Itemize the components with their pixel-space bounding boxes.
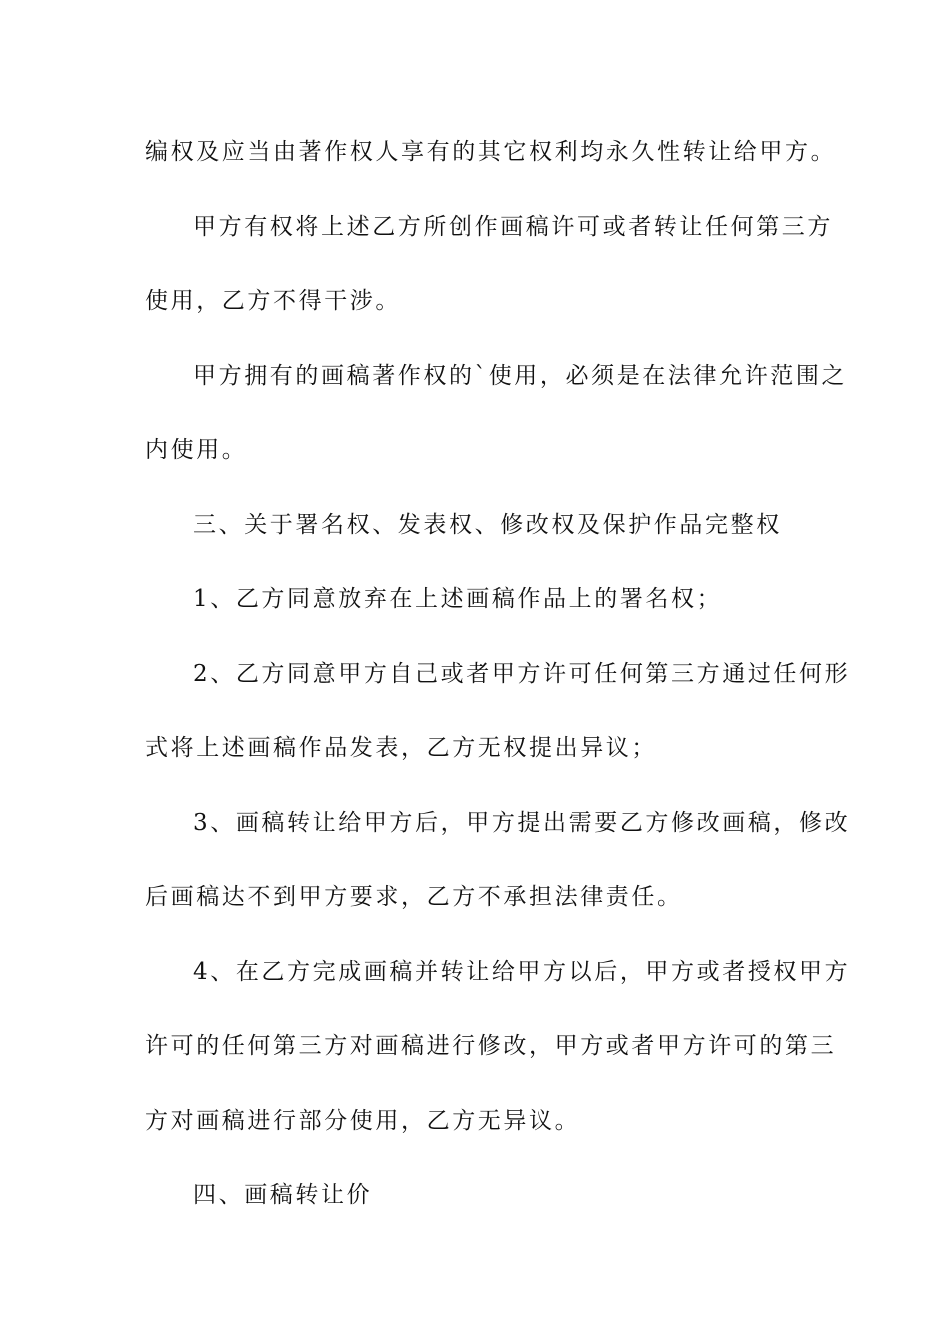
paragraph-line: 甲方有权将上述乙方所创作画稿许可或者转让任何第三方 <box>193 214 833 240</box>
paragraph-line: 2、乙方同意甲方自己或者甲方许可任何第三方通过任何形 <box>193 661 851 687</box>
paragraph-line: 内使用。 <box>145 437 248 463</box>
paragraph-line: 后画稿达不到甲方要求，乙方不承担法律责任。 <box>145 884 683 910</box>
section-heading: 四、画稿转让价 <box>193 1182 373 1208</box>
paragraph-line: 方对画稿进行部分使用，乙方无异议。 <box>145 1108 581 1134</box>
paragraph-line: 3、画稿转让给甲方后，甲方提出需要乙方修改画稿，修改 <box>193 810 851 836</box>
paragraph-line: 使用，乙方不得干涉。 <box>145 288 401 314</box>
paragraph-line: 1、乙方同意放弃在上述画稿作品上的署名权； <box>193 586 723 612</box>
paragraph-line: 4、在乙方完成画稿并转让给甲方以后，甲方或者授权甲方 <box>193 959 851 985</box>
section-heading: 三、关于署名权、发表权、修改权及保护作品完整权 <box>193 512 782 538</box>
paragraph-line: 甲方拥有的画稿著作权的`使用，必须是在法律允许范围之 <box>193 363 848 389</box>
paragraph-line: 式将上述画稿作品发表，乙方无权提出异议； <box>145 735 657 761</box>
paragraph-line: 编权及应当由著作权人享有的其它权利均永久性转让给甲方。 <box>145 139 837 165</box>
paragraph-line: 许可的任何第三方对画稿进行修改，甲方或者甲方许可的第三 <box>145 1033 837 1059</box>
